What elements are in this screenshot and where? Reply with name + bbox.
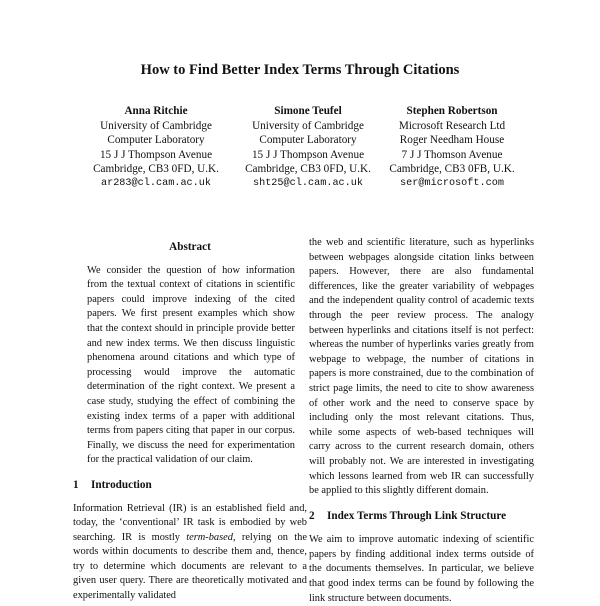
author-affiliation-line: 7 J J Thomson Avenue — [401, 148, 503, 161]
author-affiliation-line: Roger Needham House — [399, 134, 505, 147]
author-affiliation-line: Cambridge, CB3 0FD, U.K. — [93, 163, 219, 176]
author-affiliation-line: 15 J J Thompson Avenue — [99, 148, 213, 161]
right-column — [309, 236, 534, 606]
section-title: Introduction — [91, 478, 152, 491]
section-1-text — [73, 502, 307, 604]
section-1-heading — [73, 478, 307, 493]
section-1-text-part: Information Retrieval (IR) is an established field and, today, the ‘conventional’ IR task is embodied by web searching. IR is mostly — [73, 502, 307, 543]
paper-title: How to Find Better Index Terms Through Citations — [140, 62, 460, 78]
section-number: 2 — [309, 509, 315, 522]
section-1-emphasis: term-based — [186, 531, 233, 543]
author-name: Anna Ritchie — [124, 105, 188, 117]
intro-continuation-text: the web and scientific literature, such as hyperlinks between webpages alongside citation links between papers. However, there are also fundamental differences, like the greater variability of webpages and the independent quality control of academic texts through the peer review process. The analogy between hyperlinks and citations itself is not perfect: whereas the number of hyperlinks varies greatly from webpage to webpage, the number of citations in papers is more constrained, due to the combination of strict page limits, the need to cite to show awareness of other work and the need to conserve space by including only the most relevant citations. Thus, while some aspects of web-based techniques will carry across to the current research domain, others will probably not. We are interested in investigating which lessons learned from web IR can successfully be applied to this slightly different domain. — [309, 237, 534, 497]
author-affiliation-line: University of Cambridge — [252, 119, 364, 132]
author-affiliation-line: University of Cambridge — [100, 119, 212, 132]
author-affiliation-line: Cambridge, CB3 0FB, U.K. — [389, 163, 515, 176]
author-email: sht25@cl.cam.ac.uk — [252, 177, 364, 189]
author-block-1 — [71, 104, 241, 192]
author-email: ar283@cl.cam.ac.uk — [100, 177, 212, 189]
author-affiliation-line: 15 J J Thompson Avenue — [251, 148, 365, 161]
left-column — [73, 236, 307, 604]
abstract-text: We consider the question of how information from the textual context of citations in scientific papers could improve indexing of the cited papers. We first present examples which show that the context should in principle provide better and new index terms. We then discuss linguistic phenomena around citations and which type of processing would improve the automatic determination of the right context. We present a case study, studying the effect of combining the existing index terms of a paper with additional terms from papers citing that paper in our corpus. Finally, we discuss the need for experimentation for the practical validation of our claim. — [87, 264, 295, 466]
section-number: 1 — [73, 478, 79, 491]
author-email: ser@microsoft.com — [400, 177, 504, 189]
author-affiliation-line: Computer Laboratory — [107, 134, 205, 147]
author-affiliation-line: Microsoft Research Ltd — [398, 119, 506, 132]
section-2-heading — [309, 509, 534, 524]
author-name: Stephen Robertson — [406, 105, 498, 117]
section-title: Index Terms Through Link Structure — [327, 509, 507, 522]
author-affiliation-line: Cambridge, CB3 0FD, U.K. — [245, 163, 371, 176]
section-1-text-part: , relying on the words within documents to describe them and, thence, try to determine which documents are relevant to a given user query. There are theoretically motivated and experimentally validated — [73, 531, 307, 602]
author-name: Simone Teufel — [274, 105, 342, 117]
author-affiliation-line: Computer Laboratory — [259, 134, 357, 147]
author-block-3 — [367, 104, 537, 192]
abstract-heading: Abstract — [169, 241, 211, 253]
section-2-text: We aim to improve automatic indexing of scientific papers by finding additional index terms outside of the documents themselves. In particular, we believe that good index terms can be found by following the link structure between documents. — [309, 534, 534, 604]
